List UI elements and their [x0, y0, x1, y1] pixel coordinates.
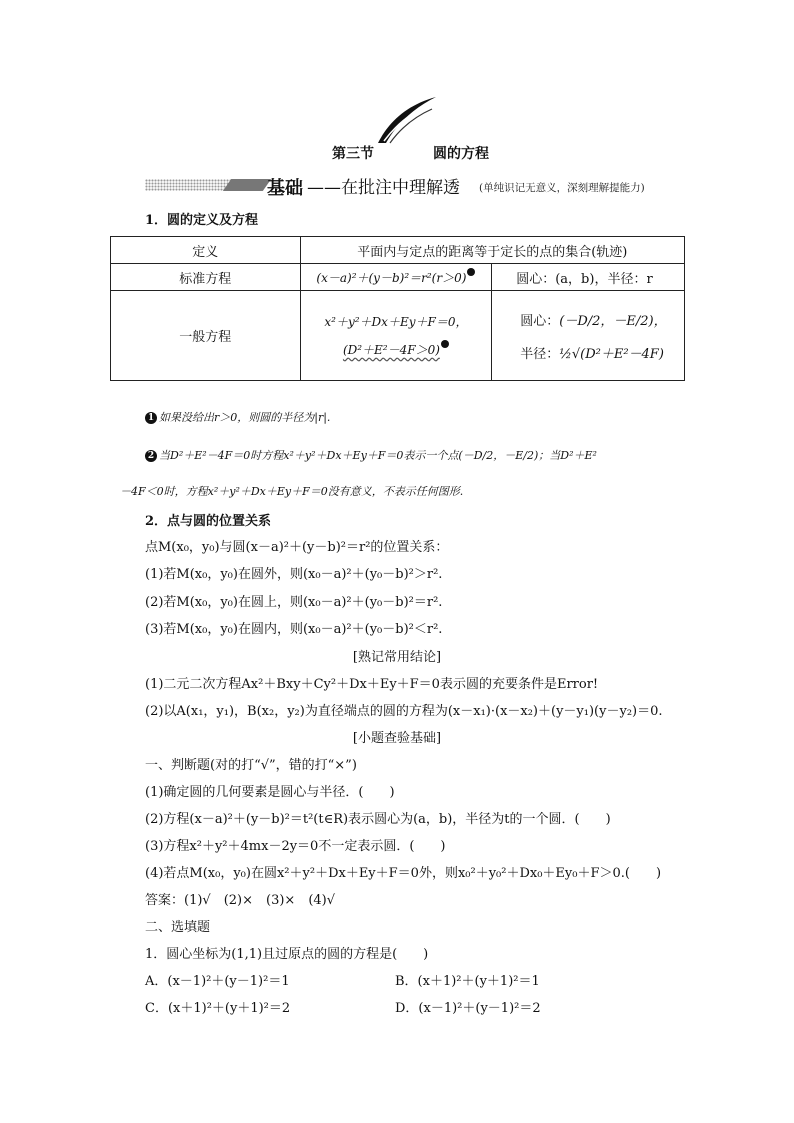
general-eq-value: [300, 291, 492, 381]
note-1: 1 如果没给出r＞0，则圆的半径为|r|.: [145, 409, 330, 425]
basics-banner: [145, 173, 705, 199]
conclusion-2: (2)以A(x₁，y₁)，B(x₂，y₂)为直径端点的圆的方程为(x－x₁)·(x－x₂)＋(y－y₁)(y－y₂)＝0.: [145, 704, 663, 719]
part2-heading: 2．点与圆的位置关系: [145, 514, 272, 529]
banner-note: (单纯识记无意义，深刻理解提能力): [479, 182, 645, 194]
banner-head: 基础: [267, 178, 303, 199]
note-2b: －4F＜0时，方程x²＋y²＋Dx＋Ey＋F＝0没有意义，不表示任何图形.: [120, 485, 464, 498]
conclusion-1: (1)二元二次方程Ax²＋Bxy＋Cy²＋Dx＋Ey＋F＝0表示圆的充要条件是Error!: [145, 677, 599, 692]
judge-item-1: (1)确定圆的几何要素是圆心与半径．( ): [145, 785, 395, 800]
general-eq-condition: (D²＋E²－4F＞0): [301, 340, 492, 358]
radius-value: ½√(D²＋E²－4F): [559, 346, 664, 362]
judge-item-2: (2)方程(x－a)²＋(y－b)²＝t²(t∈R)表示圆心为(a，b)，半径为t的一个圆．( ): [145, 812, 611, 827]
general-eq-equation: x²＋y²＋Dx＋Ey＋F＝0，: [324, 315, 468, 329]
center-label: 圆心：: [520, 313, 560, 329]
judge-answer: 答案：(1)√ (2)× (3)× (4)√: [145, 893, 336, 908]
def-label: 定义: [111, 237, 301, 264]
banner-subtitle: ——在批注中理解透: [307, 178, 460, 198]
standard-center-radius: 圆心：(a，b)，半径：r: [492, 264, 685, 291]
section-title: 圆的方程: [433, 146, 489, 162]
judge-item-4: (4)若点M(x₀，y₀)在圆x²＋y²＋Dx＋Ey＋F＝0外，则x₀²＋y₀²＋Dx₀＋Ey₀＋F＞0.( ): [145, 866, 662, 881]
swoosh-logo-icon: [376, 95, 438, 145]
part2-intro: 点M(x₀，y₀)与圆(x－a)²＋(y－b)²＝r²的位置关系：: [145, 540, 449, 555]
banner-slant: [223, 179, 271, 191]
center-value: (－D/2，－E/2)，: [559, 313, 667, 329]
conclusions-heading: [熟记常用结论]: [352, 650, 442, 665]
question-1: 1．圆心坐标为(1,1)且过原点的圆的方程是( ): [145, 947, 429, 962]
general-center-radius: [492, 291, 685, 381]
standard-eq-label: 标准方程: [111, 264, 301, 291]
option-d: D．(x－1)²＋(y－1)²＝2: [395, 1001, 541, 1016]
radius-label: 半径：: [520, 346, 560, 362]
note-2a: 2 当D²＋E²－4F＝0时方程x²＋y²＋Dx＋Ey＋F＝0表示一个点(－D/2，－E/2)；当D²＋E²: [145, 447, 597, 463]
part2-item-2: (2)若M(x₀，y₀)在圆上，则(x₀－a)²＋(y₀－b)²＝r².: [145, 595, 443, 610]
general-eq-label: 一般方程: [111, 291, 301, 381]
standard-eq-value: (x－a)²＋(y－b)²＝r²(r＞0): [300, 264, 492, 291]
part2-item-3: (3)若M(x₀，y₀)在圆内，则(x₀－a)²＋(y₀－b)²＜r².: [145, 622, 443, 637]
option-b: B．(x＋1)²＋(y＋1)²＝1: [395, 974, 540, 989]
judge-heading: 一、判断题(对的打“√”，错的打“×”): [145, 758, 357, 773]
quiz-heading: [小题查验基础]: [352, 731, 442, 746]
option-c: C．(x＋1)²＋(y＋1)²＝2: [145, 1001, 291, 1016]
option-a: A．(x－1)²＋(y－1)²＝1: [145, 974, 290, 989]
part1-heading: 1．圆的定义及方程: [145, 213, 259, 228]
fill-heading: 二、选填题: [145, 920, 211, 935]
judge-item-3: (3)方程x²＋y²＋4mx－2y＝0不一定表示圆．( ): [145, 839, 446, 854]
def-content: 平面内与定点的距离等于定长的点的集合(轨迹): [300, 237, 684, 264]
part2-item-1: (1)若M(x₀，y₀)在圆外，则(x₀－a)²＋(y₀－b)²＞r².: [145, 567, 443, 582]
section-number: 第三节: [332, 146, 374, 162]
definition-table: [110, 236, 685, 381]
